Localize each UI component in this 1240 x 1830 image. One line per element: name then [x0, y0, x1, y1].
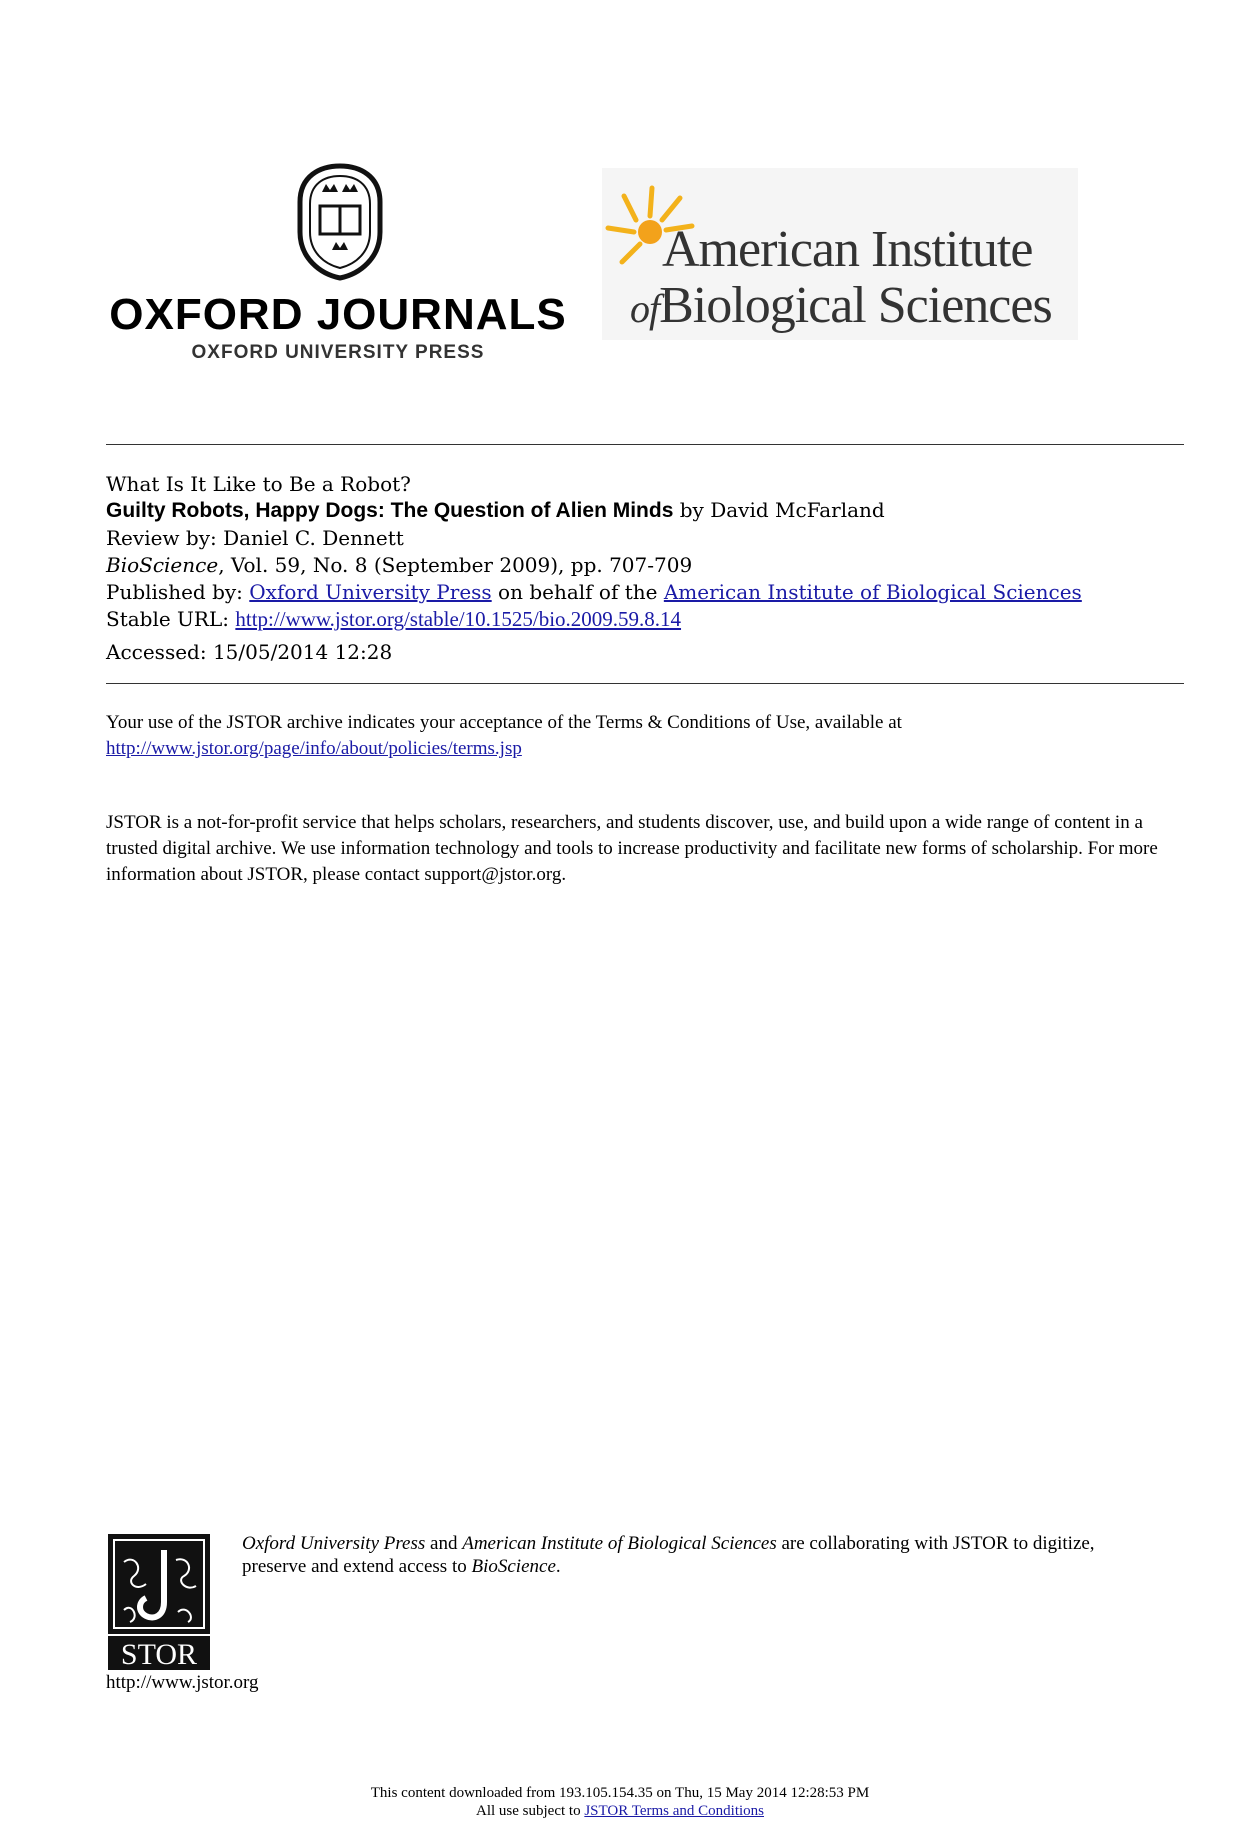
collab-org2: American Institute of Biological Sciences — [462, 1533, 777, 1554]
terms-notice-prefix: All use subject to — [476, 1803, 585, 1819]
aibs-logo — [602, 168, 1078, 340]
oxford-crest-icon — [290, 162, 390, 282]
jstor-logo-icon — [106, 1532, 216, 1672]
published-by-label: Published by: — [106, 580, 250, 604]
stable-url-label: Stable URL: — [106, 607, 236, 631]
journal-line — [106, 553, 692, 577]
oxford-journals-wordmark: OXFORD JOURNALS — [109, 290, 567, 339]
terms-text: Your use of the JSTOR archive indicates your acceptance of the Terms & Conditions of Use, available at — [106, 712, 902, 733]
terms-paragraph — [106, 710, 1186, 762]
on-behalf-text: on behalf of the — [491, 580, 664, 604]
collab-end: . — [555, 1556, 561, 1577]
jstor-terms-link[interactable]: JSTOR Terms and Conditions — [584, 1803, 764, 1819]
review-by: Review by: Daniel C. Dennett — [106, 526, 404, 550]
oxford-journals-logo — [104, 162, 572, 362]
article-title: What Is It Like to Be a Robot? — [106, 472, 411, 496]
oxford-university-press-wordmark: OXFORD UNIVERSITY PRESS — [191, 342, 485, 363]
aibs-wordmark-line2 — [630, 276, 1052, 335]
collab-and: and — [425, 1533, 463, 1554]
aibs-wordmark-line1: American Institute — [662, 221, 1033, 278]
journal-name: BioScience — [106, 553, 219, 577]
jstor-url: http://www.jstor.org — [106, 1672, 259, 1693]
stable-url-line — [106, 607, 681, 632]
stable-url-link[interactable]: http://www.jstor.org/stable/10.1525/bio.2009.59.8.14 — [235, 607, 682, 631]
bottom-divider — [106, 683, 1184, 684]
aibs-of: of — [630, 286, 660, 331]
accessed-date: Accessed: 15/05/2014 12:28 — [106, 640, 393, 664]
jstor-logo-text: STOR — [120, 1638, 198, 1671]
terms-link[interactable]: http://www.jstor.org/page/info/about/policies/terms.jsp — [106, 738, 522, 759]
aibs-wordmark-bio: Biological Sciences — [659, 277, 1052, 334]
publisher-link[interactable]: Oxford University Press — [249, 580, 492, 604]
published-by-line — [106, 580, 1082, 604]
book-line — [106, 498, 885, 523]
society-link[interactable]: American Institute of Biological Sciences — [663, 580, 1082, 604]
top-divider — [106, 444, 1184, 445]
collab-text: are collaborating with JSTOR to digitize, preserve and extend access to — [242, 1533, 1095, 1577]
book-author: by David McFarland — [679, 498, 885, 522]
collaboration-statement — [242, 1532, 1142, 1578]
journal-details: , Vol. 59, No. 8 (September 2009), pp. 707-709 — [218, 553, 693, 577]
about-jstor-paragraph: JSTOR is a not-for-profit service that helps scholars, researchers, and students discover, use, and build upon a wide range of content in a trusted digital archive. We use information technology and tools to increase productivity and facilitate new forms of scholarship. For more information about JSTOR, please contact support@jstor.org. — [106, 812, 1158, 885]
collab-journal: BioScience — [471, 1556, 556, 1577]
download-notice: This content downloaded from 193.105.154.35 on Thu, 15 May 2014 12:28:53 PM — [370, 1785, 870, 1801]
book-title: Guilty Robots, Happy Dogs: The Question of Alien Minds — [106, 499, 674, 522]
collab-org1: Oxford University Press — [242, 1533, 426, 1554]
terms-notice — [0, 1803, 1240, 1820]
